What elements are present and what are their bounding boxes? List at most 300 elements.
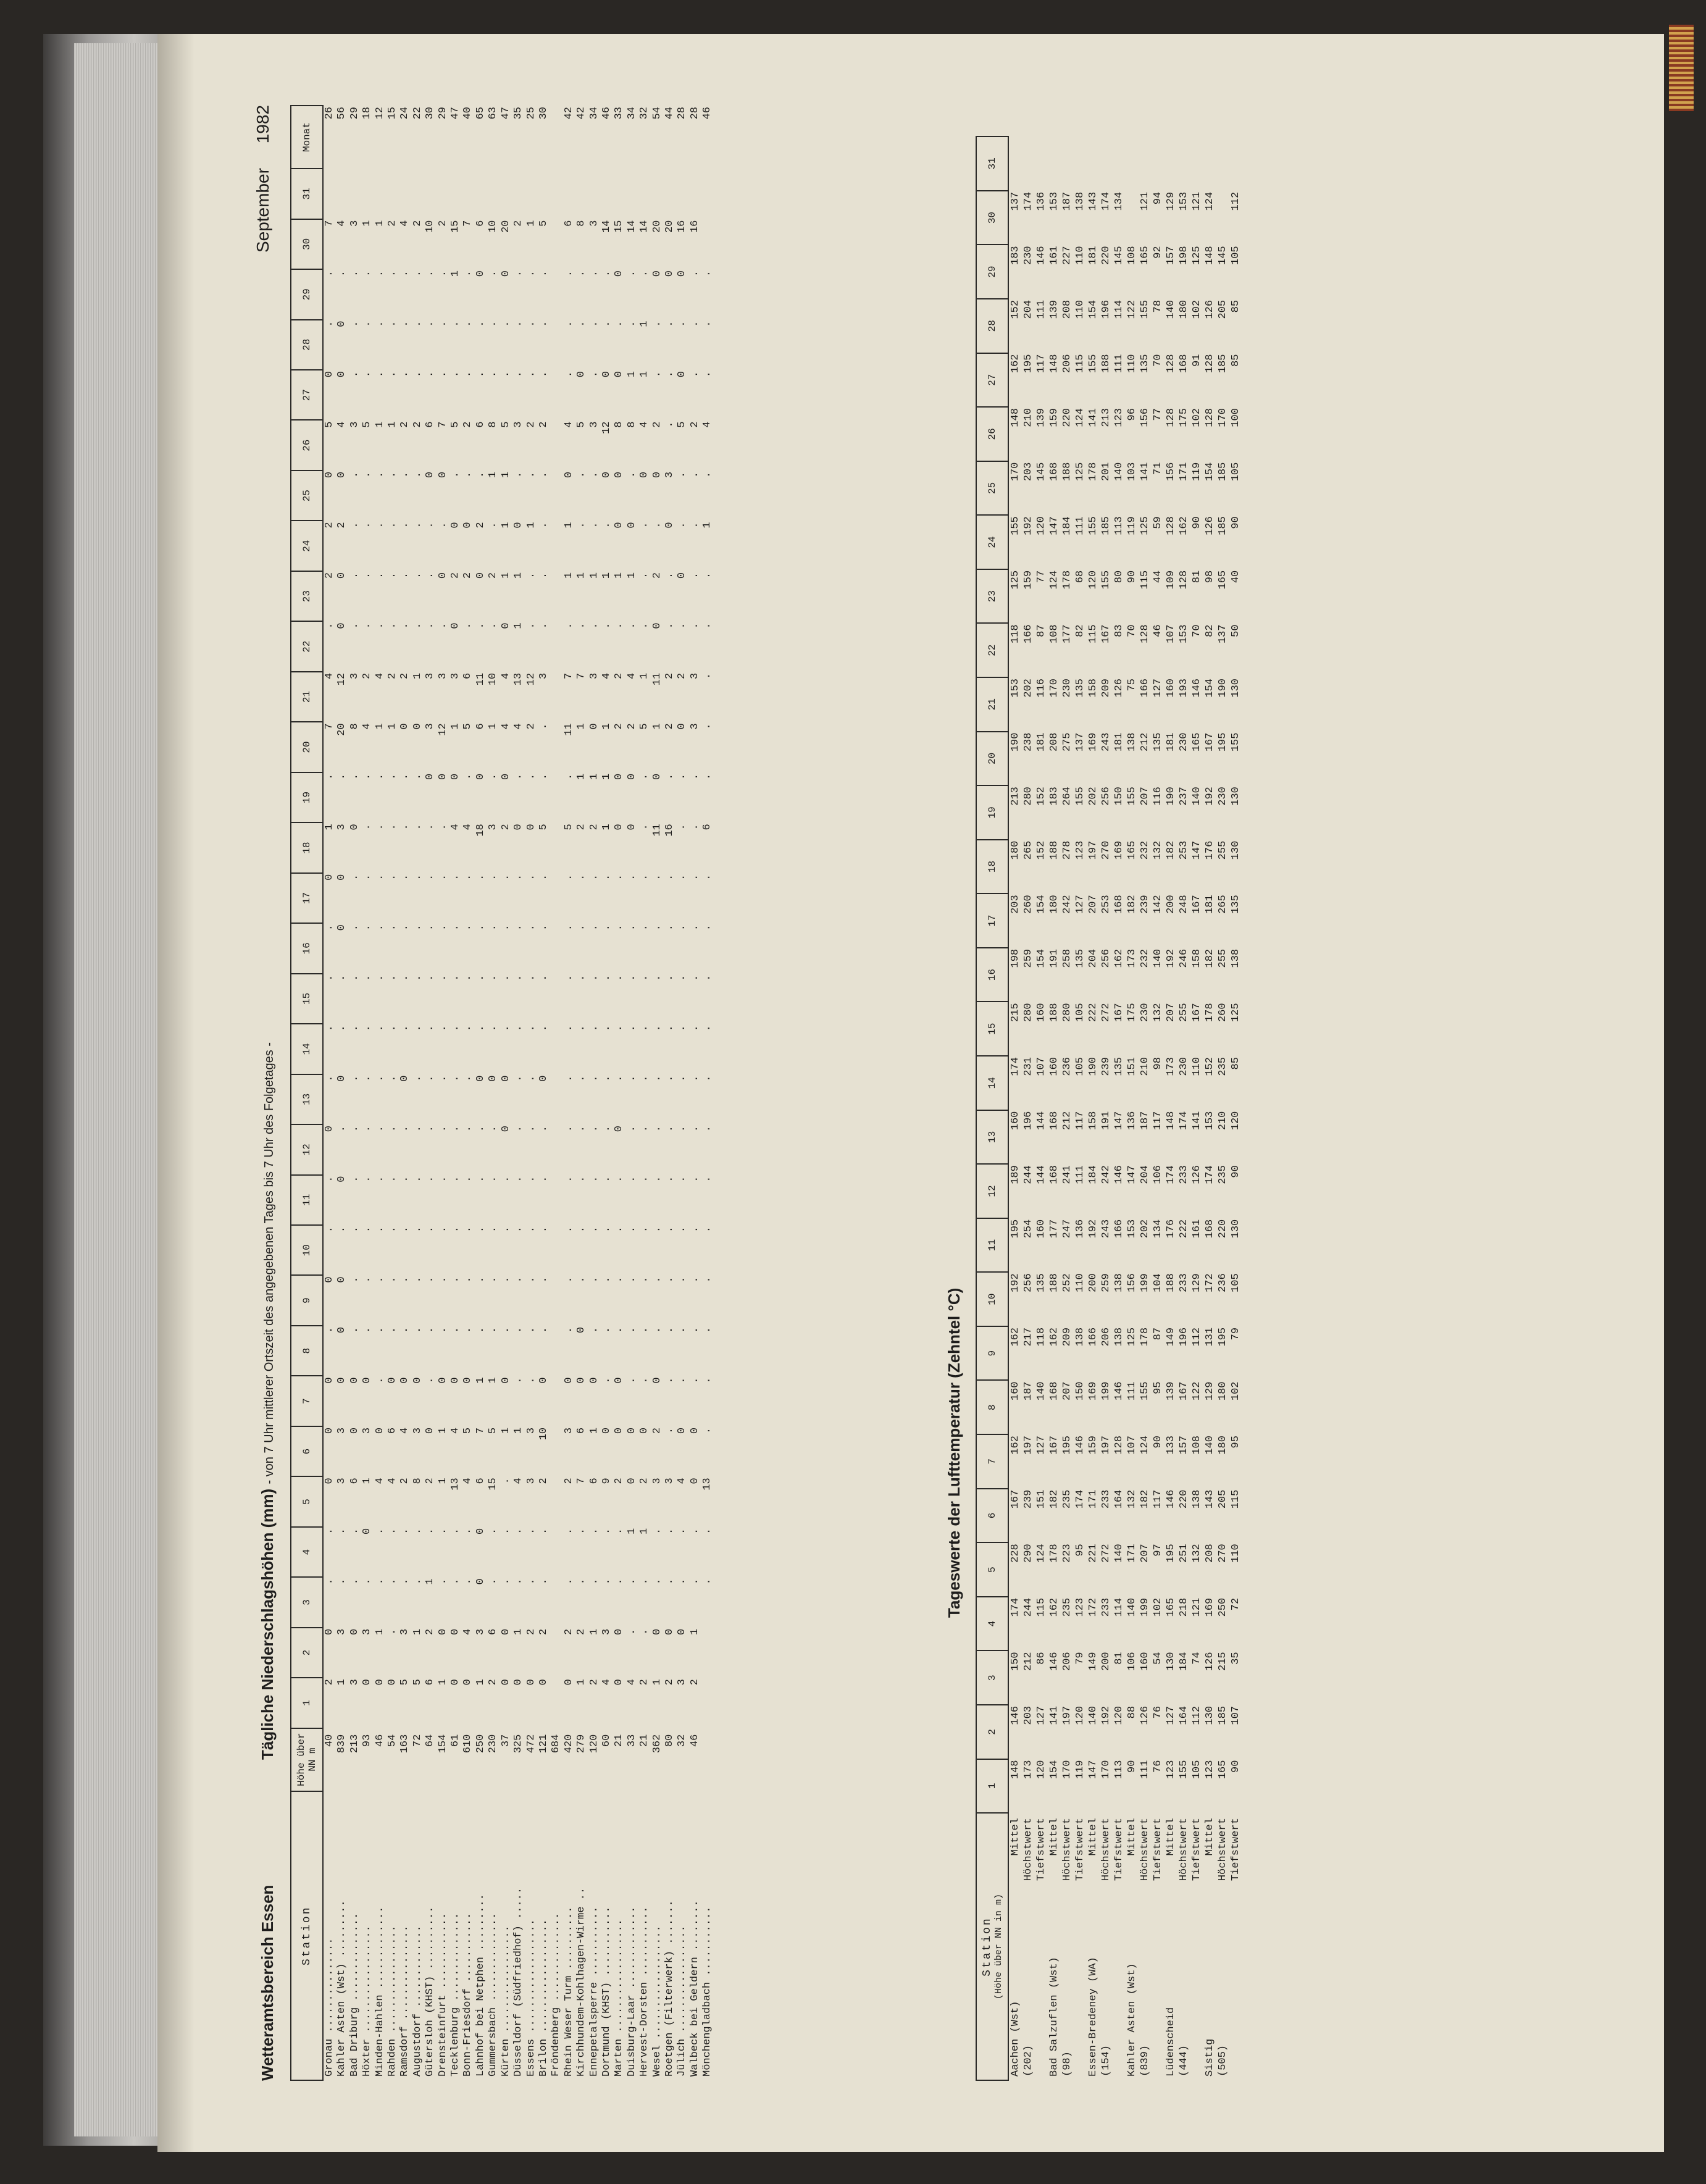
precip-value: . (336, 974, 348, 981)
temp-value: 170 (1217, 408, 1229, 427)
temp-value: 128 (1113, 1436, 1125, 1455)
precip-value: 2 (525, 421, 537, 428)
precip-value: 1 (374, 220, 386, 227)
temp-value: 85 (1230, 1057, 1242, 1070)
temp-value: 110 (1074, 299, 1086, 319)
temp-value: 188 (1048, 1273, 1060, 1292)
precip-value: . (387, 773, 399, 780)
precip-value: 0 (361, 1679, 374, 1686)
precip-value: 0 (613, 1377, 625, 1384)
precip-value: 3 (651, 1478, 663, 1484)
temp-value: 113 (1113, 516, 1125, 535)
temp-value: 162 (1010, 1327, 1021, 1347)
precip-value: 0 (525, 1679, 537, 1686)
temp-value: 87 (1152, 1327, 1164, 1341)
precip-value: 3 (424, 672, 437, 680)
precip-value: 11 (562, 723, 575, 736)
col-day-header: 1 (291, 1678, 323, 1728)
table-row (638, 106, 651, 2080)
temp-value: 180 (1217, 1381, 1229, 1401)
precip-value (550, 722, 562, 772)
precip-value: . (399, 320, 411, 327)
precip-value: . (437, 1276, 449, 1283)
precip-value (550, 269, 562, 319)
precip-value: . (374, 522, 386, 529)
temp-value: 270 (1217, 1544, 1229, 1563)
temp-value: 111 (1113, 354, 1125, 374)
temp-value: 70 (1191, 624, 1203, 637)
precip-value: 0 (449, 522, 462, 529)
precip-value: . (348, 1226, 361, 1233)
temp-station: Aachen (Wst) (1010, 2001, 1021, 2077)
precip-value: 1 (638, 672, 651, 680)
precip-value: . (663, 1025, 675, 1032)
precip-value: . (625, 1226, 638, 1233)
precip-value: 6 (387, 1427, 399, 1434)
temp-value: 204 (1022, 299, 1034, 319)
temp-value: 71 (1152, 462, 1164, 475)
precip-value: . (474, 622, 487, 629)
temp-value: 168 (1048, 1381, 1060, 1401)
temp-value: 233 (1100, 1597, 1112, 1617)
precip-value: . (701, 1326, 714, 1334)
temp-value: 204 (1087, 948, 1099, 968)
precip-value: 11 (651, 824, 663, 837)
precip-value: 18 (474, 824, 487, 837)
precip-value: . (625, 1126, 638, 1132)
month-total: 46 (600, 107, 613, 120)
temp-value: 139 (1165, 1381, 1177, 1401)
precip-value: . (688, 1075, 701, 1082)
precip-value: 4 (500, 672, 512, 680)
table-row (349, 106, 361, 2080)
precip-value: . (701, 1578, 714, 1585)
month-label: September (253, 168, 272, 253)
bookmark-tab (1669, 25, 1694, 111)
temp-value: 155 (1126, 787, 1138, 806)
temp-value: 120 (1087, 570, 1099, 590)
precip-value: . (387, 1025, 399, 1032)
temp-stat-label: Tiefstwert (1230, 1818, 1242, 1881)
precip-value: 0 (324, 1276, 335, 1283)
temp-value: 119 (1191, 462, 1203, 482)
temp-value: 181 (1204, 895, 1216, 914)
precip-table (290, 105, 714, 2081)
precip-value: . (688, 1025, 701, 1032)
precip-value: . (512, 1377, 525, 1384)
precip-value: . (512, 924, 525, 931)
precip-value: . (562, 1126, 575, 1132)
temp-value: 150 (1074, 1381, 1086, 1401)
precip-value: . (525, 874, 537, 881)
precip-value: 0 (651, 471, 663, 479)
precip-value: . (663, 1377, 675, 1384)
table-row (588, 106, 601, 2080)
col-day-header: 9 (291, 1275, 323, 1325)
precip-value: . (676, 874, 688, 881)
precip-value: . (387, 1628, 399, 1635)
precip-value: . (625, 874, 638, 881)
station-name: Dortmund (KHST) ........... (600, 1906, 613, 2077)
precip-value: . (537, 572, 550, 579)
precip-value (437, 169, 449, 219)
precip-value: . (462, 320, 474, 327)
precip-value: 3 (348, 421, 361, 428)
temp-value: 275 (1061, 732, 1073, 752)
precip-value: 2 (399, 672, 411, 680)
precip-value: 0 (500, 1075, 512, 1082)
temp-value: 244 (1022, 1165, 1034, 1184)
temp-value: 80 (1113, 570, 1125, 584)
temp-value: 115 (1230, 1489, 1242, 1509)
temp-value: 147 (1126, 1165, 1138, 1184)
precip-value: . (411, 874, 424, 881)
temp-value: 142 (1152, 895, 1164, 914)
precip-value: 11 (474, 672, 487, 686)
precip-value: 0 (613, 824, 625, 831)
temp-value: 165 (1126, 840, 1138, 860)
temp-value: 119 (1126, 516, 1138, 535)
col-day-header: 21 (291, 672, 323, 722)
temp-value: 210 (1022, 408, 1034, 427)
temp-value: 110 (1074, 246, 1086, 265)
temp-col-station-sub: (Höhe über NN in m) (993, 1894, 1004, 2000)
precip-value: 6 (474, 220, 487, 227)
temp-value (1190, 136, 1203, 191)
precip-value: 1 (500, 522, 512, 529)
temp-value: 235 (1061, 1489, 1073, 1509)
precip-value: 0 (625, 824, 638, 831)
month-total: 15 (387, 107, 399, 120)
temp-value: 230 (1178, 1057, 1190, 1076)
precip-value: 0 (676, 1628, 688, 1635)
precip-value: 4 (462, 824, 474, 831)
precip-value: . (562, 371, 575, 378)
precip-value: 0 (613, 522, 625, 529)
station-height: 120 (588, 1734, 600, 1754)
precip-value: 6 (424, 421, 437, 428)
precip-value: 4 (562, 421, 575, 428)
temp-value: 155 (1087, 354, 1099, 374)
precip-value: . (525, 320, 537, 327)
precip-value: . (512, 1075, 525, 1082)
table-row (1008, 136, 1022, 2080)
temp-value: 81 (1113, 1652, 1125, 1665)
precip-value (550, 219, 562, 269)
precip-value: 1 (374, 723, 386, 730)
temp-stat-label: Mittel (1010, 1818, 1021, 1856)
precip-value: . (537, 622, 550, 629)
temp-col-day-header: 12 (976, 1164, 1008, 1218)
precip-value: 0 (575, 371, 588, 378)
temp-value: 181 (1035, 732, 1047, 752)
precip-value: . (600, 1276, 613, 1283)
temp-value: 143 (1087, 191, 1099, 211)
temp-value: 152 (1035, 840, 1047, 860)
precip-value: 4 (625, 1679, 638, 1686)
temp-value: 135 (1035, 1273, 1047, 1292)
precip-value: . (437, 371, 449, 378)
precip-value (550, 1275, 562, 1325)
precip-value: . (462, 622, 474, 629)
precip-value: . (487, 622, 500, 629)
station-name: Brilon .................. (537, 1918, 550, 2077)
precip-value: . (575, 1276, 588, 1283)
precip-value: 0 (361, 1377, 374, 1384)
precip-value: . (512, 1528, 525, 1534)
temp-value: 191 (1048, 948, 1060, 968)
temp-col-day-header: 20 (976, 732, 1008, 786)
temp-station (1190, 1918, 1203, 2080)
precip-value: . (324, 924, 335, 931)
temp-value: 199 (1100, 1381, 1112, 1401)
temp-value: 169 (1087, 732, 1099, 752)
precip-value: . (663, 1276, 675, 1283)
precip-value: . (588, 622, 600, 629)
col-day-header: 3 (291, 1577, 323, 1627)
temp-value: 35 (1230, 1652, 1242, 1665)
precip-value: . (374, 1326, 386, 1334)
temp-value (1126, 191, 1139, 245)
temp-value: 134 (1152, 1219, 1164, 1239)
precip-value: . (512, 874, 525, 881)
month-total: 22 (411, 107, 424, 120)
precip-value: . (411, 1226, 424, 1233)
precip-value: . (374, 270, 386, 277)
temp-value: 158 (1191, 948, 1203, 968)
station-height: 32 (676, 1734, 688, 1747)
temp-value: 160 (1010, 1381, 1021, 1401)
station-height: 325 (512, 1734, 525, 1754)
precip-value: . (324, 1226, 335, 1233)
precip-value: . (688, 371, 701, 378)
temp-value: 46 (1152, 624, 1164, 637)
precip-value: . (348, 1126, 361, 1132)
precip-value: . (600, 974, 613, 981)
precip-value: . (399, 371, 411, 378)
station-height: 154 (437, 1734, 449, 1754)
temp-value: 127 (1152, 678, 1164, 698)
temp-value: 220 (1061, 408, 1073, 427)
table-row (512, 106, 525, 2080)
precip-value: 7 (324, 723, 335, 730)
temp-col-day-header: 15 (976, 1002, 1008, 1056)
precip-value: . (374, 622, 386, 629)
temp-value: 137 (1217, 624, 1229, 644)
precip-value: 2 (387, 672, 399, 680)
precip-value: 1 (437, 1478, 449, 1484)
precip-value: . (424, 572, 437, 579)
precip-value: . (701, 723, 714, 730)
temp-col-day-header: 7 (976, 1434, 1008, 1489)
precip-value: . (437, 924, 449, 931)
temp-value: 153 (1048, 191, 1060, 211)
precip-value: 16 (663, 824, 675, 837)
precip-value: . (411, 1025, 424, 1032)
temp-value: 197 (1061, 1705, 1073, 1725)
precip-value (701, 219, 714, 269)
precip-value: . (424, 371, 437, 378)
precip-value: . (324, 1528, 335, 1534)
precip-value: . (437, 320, 449, 327)
temp-value: 203 (1022, 1705, 1034, 1725)
precip-value: 7 (324, 220, 335, 227)
precip-value: 10 (537, 1427, 550, 1441)
temp-value: 162 (1178, 516, 1190, 535)
temp-value: 141 (1191, 1111, 1203, 1131)
precip-value: 1 (374, 421, 386, 428)
station-name: Hervest-Dorsten ........... (638, 1906, 651, 2077)
precip-value: . (348, 974, 361, 981)
temp-value: 232 (1139, 840, 1151, 860)
precip-value: . (701, 1377, 714, 1384)
temp-station: Kahler Asten (Wst) (1126, 1963, 1138, 2077)
temp-station: Bad Salzuflen (Wst) (1048, 1957, 1060, 2077)
precip-value: 0 (324, 471, 335, 479)
precip-value: . (387, 622, 399, 629)
temp-value: 126 (1204, 1652, 1216, 1671)
temp-value: 230 (1217, 787, 1229, 806)
precip-value: . (562, 773, 575, 780)
precip-value: 6 (701, 824, 714, 831)
precip-value: . (625, 622, 638, 629)
temp-value: 191 (1100, 1111, 1112, 1131)
precip-value: 1 (625, 572, 638, 579)
precip-value: 4 (701, 421, 714, 428)
precip-value: . (399, 622, 411, 629)
precip-value: . (361, 1025, 374, 1032)
precip-value: . (638, 1126, 651, 1132)
precip-value: 20 (500, 220, 512, 233)
precip-value: . (676, 1377, 688, 1384)
precip-value: . (537, 1176, 550, 1182)
precip-value: 1 (374, 1628, 386, 1635)
precip-value: 2 (588, 1679, 600, 1686)
precip-value: 3 (348, 1679, 361, 1686)
precip-value: . (387, 1126, 399, 1132)
precip-value: . (613, 1528, 625, 1534)
precip-value: 20 (663, 220, 675, 233)
table-row (1113, 136, 1126, 2080)
precip-value: 1 (625, 371, 638, 378)
precip-value: . (701, 1075, 714, 1082)
precip-value: . (411, 773, 424, 780)
precip-value: . (588, 471, 600, 479)
temp-value: 254 (1022, 1219, 1034, 1239)
precip-value: . (512, 371, 525, 378)
temp-value: 128 (1165, 516, 1177, 535)
precip-value: 2 (399, 421, 411, 428)
col-day-header: 15 (291, 974, 323, 1024)
temp-stat-label: Höchstwert (1217, 1818, 1229, 1881)
precip-value (601, 169, 613, 219)
precip-value: . (449, 1075, 462, 1082)
temp-value: 272 (1100, 1544, 1112, 1563)
table-row (1152, 136, 1165, 2080)
temp-value: 199 (1139, 1273, 1151, 1292)
precip-value: . (588, 522, 600, 529)
station-height: 163 (399, 1734, 411, 1754)
temp-station (1074, 1918, 1087, 2080)
precip-value: . (676, 1528, 688, 1534)
precip-value: 2 (449, 572, 462, 579)
precip-value: 5 (638, 723, 651, 730)
precip-value: . (462, 924, 474, 931)
precip-value (374, 169, 387, 219)
temp-value: 148 (1010, 408, 1021, 427)
precip-value: 1 (651, 1679, 663, 1686)
precip-value: . (399, 1176, 411, 1182)
precip-value: . (525, 1578, 537, 1585)
region-header: Wetteramtsbereich Essen (258, 1885, 277, 2081)
temp-value: 272 (1100, 1003, 1112, 1023)
precip-value: . (701, 320, 714, 327)
precip-value (550, 923, 562, 973)
precip-value: 0 (424, 1427, 437, 1434)
col-day-header: 2 (291, 1628, 323, 1678)
temp-value: 90 (1152, 1436, 1164, 1449)
precip-value (550, 672, 562, 722)
precip-value: . (613, 1226, 625, 1233)
precip-value: . (525, 622, 537, 629)
col-day-header: 31 (291, 169, 323, 219)
month-total: 46 (701, 107, 714, 120)
col-day-header: 18 (291, 822, 323, 872)
temp-value: 139 (1035, 408, 1047, 427)
temp-value: 280 (1022, 787, 1034, 806)
precip-value: . (575, 471, 588, 479)
precip-value: . (537, 1326, 550, 1334)
temp-value: 138 (1074, 1327, 1086, 1347)
precip-value: . (399, 924, 411, 931)
year-label: 1982 (253, 105, 272, 144)
precip-value: . (588, 1226, 600, 1233)
station-name: Rhein Weser Turm .......... (562, 1906, 575, 2077)
precip-value: 0 (600, 471, 613, 479)
table-row (1203, 136, 1216, 2080)
temp-value: 178 (1204, 1003, 1216, 1023)
precip-value (550, 1326, 562, 1376)
temp-value: 126 (1204, 299, 1216, 319)
temp-value: 162 (1113, 948, 1125, 968)
temp-value: 130 (1165, 1652, 1177, 1671)
temp-value: 75 (1126, 678, 1138, 692)
temp-value: 125 (1191, 246, 1203, 265)
precip-value: 0 (336, 1075, 348, 1082)
temp-value: 160 (1165, 678, 1177, 698)
temp-value: 213 (1010, 787, 1021, 806)
temp-value: 117 (1035, 354, 1047, 374)
precip-value: . (638, 1276, 651, 1283)
precip-value: . (600, 320, 613, 327)
temp-value: 126 (1204, 516, 1216, 535)
precip-value: 3 (336, 1478, 348, 1484)
temp-value: 192 (1087, 1219, 1099, 1239)
temp-value: 105 (1230, 246, 1242, 265)
precip-value: . (399, 471, 411, 479)
precip-value: . (500, 320, 512, 327)
precip-value: . (437, 522, 449, 529)
precip-value: . (537, 1528, 550, 1534)
station-name: Fröndenberg .............. (550, 1912, 562, 2077)
month-total: 33 (613, 107, 625, 120)
precip-value: 8 (348, 723, 361, 730)
temp-value: 144 (1035, 1165, 1047, 1184)
precip-value (701, 169, 714, 219)
precip-value: . (487, 1126, 500, 1132)
precip-value: . (600, 270, 613, 277)
temp-value: 160 (1010, 1111, 1021, 1131)
